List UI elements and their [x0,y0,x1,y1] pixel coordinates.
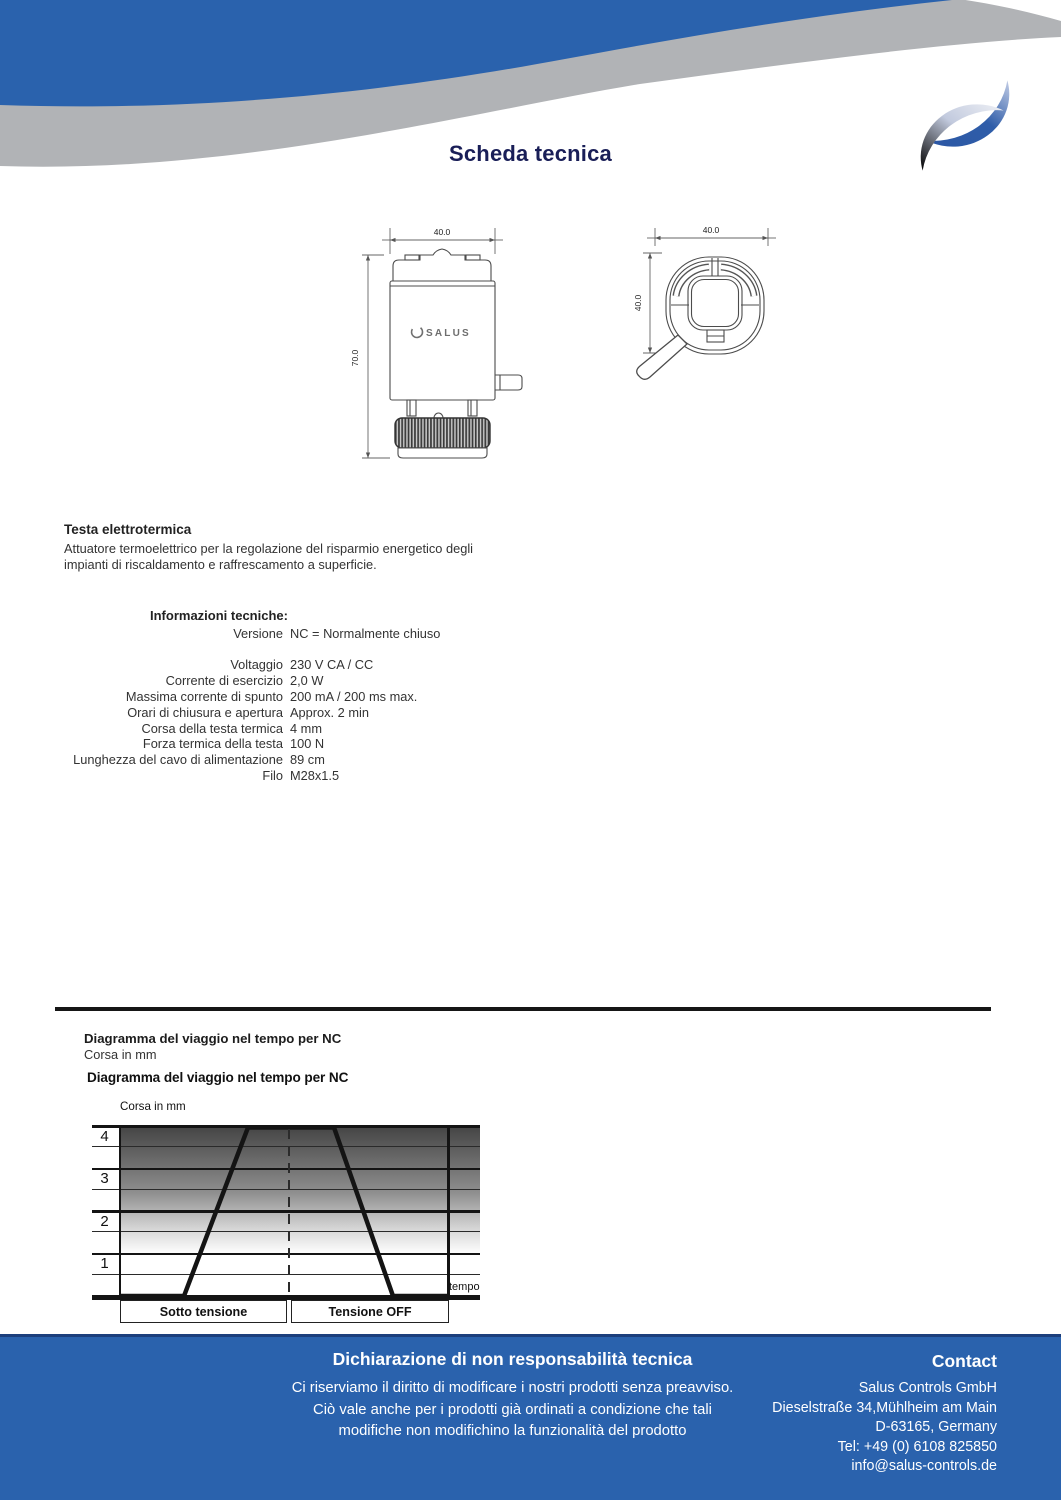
valve-adapter-outer [688,276,742,330]
spec-row-filo [64,768,624,784]
knurled-ring [395,418,490,448]
top-width-dim-label: 40.0 [702,225,720,235]
spec-label: Massima corrente di spunto [125,688,283,704]
product-description-line2: impianti di riscaldamento e raffrescamento a superficie. [64,556,377,572]
disclaimer-line1: Ci riserviamo il diritto di modificare i nostri prodotti senza preavviso. [291,1380,734,1396]
top-height-dim-label: 40.0 [633,294,643,312]
spec-row-forza [64,736,624,752]
spec-label: Orari di chiusura e apertura [127,704,283,720]
spec-value: NC = Normalmente chiuso [290,626,441,641]
chart-title: Diagramma del viaggio nel tempo per NC [87,1070,349,1085]
phase2-label: Tensione OFF [328,1304,412,1319]
spec-row-corsa [64,721,624,737]
spec-value: 100 N [290,736,325,752]
disclaimer-block [240,1349,785,1443]
spec-value: 200 mA / 200 ms max. [290,688,418,704]
disclaimer-line2: Ciò vale anche per i prodotti già ordinati a condizione che tali [313,1401,712,1418]
diagram-heading: Diagramma del viaggio nel tempo per NC [84,1031,342,1046]
spec-label: Corrente di esercizio [165,672,283,688]
center-nub [434,413,443,418]
front-view-drawing [350,227,522,458]
product-description-line1: Attuatore termoelettrico per la regolazione del risparmio energetico degli [64,541,474,556]
specs-heading: Informazioni tecniche: [150,608,288,623]
specs-table [64,626,624,784]
page-title: Scheda tecnica [449,141,612,166]
spec-value: 89 cm [290,752,325,768]
spec-label: Filo [262,768,283,784]
disclaimer-title: Dichiarazione di non responsabilità tecnica [332,1349,693,1369]
disclaimer-line3: modifiche non modifichino la funzionalità del prodotto [338,1423,687,1439]
actuator-cap [393,249,491,281]
y-tick-1: 1 [100,1255,109,1272]
side-pin [495,375,522,390]
spec-row-orari [64,705,624,721]
chart-x-axis-label: tempo [449,1281,480,1293]
actuator-body [390,281,495,400]
contact-city: D-63165, Germany [875,1419,997,1436]
salus-brand-mark [409,324,471,339]
spec-row-voltaggio [64,657,624,673]
spec-row-cavo [64,752,624,768]
power-cable [637,335,687,379]
contact-title: Contact [931,1351,997,1371]
right-leg [468,400,477,416]
section-divider [55,1007,991,1011]
front-view-brand-text: SALUS [426,328,471,339]
top-view-drawing [633,225,776,379]
front-height-dim-label: 70.0 [350,349,360,367]
product-description [64,541,473,573]
salus-swirl-logo-icon [885,58,1045,193]
spec-label: Versione [233,626,283,641]
diagram-subheading: Corsa in mm [84,1047,157,1062]
spec-row-corrente [64,673,624,689]
valve-adapter-inner [692,280,739,327]
footer [0,1334,1061,1500]
spec-value: M28x1.5 [290,768,340,784]
contact-company: Salus Controls GmbH [858,1380,997,1396]
phase-box-voltage-off [291,1300,449,1323]
spec-label: Lunghezza del cavo di alimentazione [73,752,283,768]
contact-phone: Tel: +49 (0) 6108 825850 [837,1438,997,1455]
spec-value: Approx. 2 min [290,704,369,720]
travel-curve [121,1128,448,1297]
spec-value: 230 V CA / CC [290,656,374,672]
phase-box-under-voltage [120,1300,287,1323]
y-tick-3: 3 [100,1170,109,1187]
spec-row-spunto [64,689,624,705]
top-height-dimension [643,253,662,353]
base-flange [398,448,487,458]
y-tick-2: 2 [100,1213,109,1230]
product-heading: Testa elettrotermica [64,522,192,537]
technical-drawings [330,210,810,480]
front-height-dimension [362,255,390,458]
phase1-label: Sotto tensione [159,1304,248,1319]
travel-curve-graphic [121,1125,481,1301]
contact-block [772,1351,997,1477]
left-leg [407,400,416,416]
chart-y-axis-label: Corsa in mm [120,1100,186,1113]
spec-row-versione [64,626,624,642]
travel-time-chart [92,1125,480,1301]
y-tick-4: 4 [100,1128,109,1145]
spec-value: 2,0 W [290,672,324,688]
contact-email: info@salus-controls.de [851,1458,997,1475]
spec-label: Corsa della testa termica [141,720,283,736]
spec-value: 4 mm [290,720,322,736]
spec-label: Voltaggio [230,656,283,672]
spec-label: Forza termica della testa [142,736,283,752]
front-width-dim-label: 40.0 [433,227,451,237]
contact-street: Dieselstraße 34,Mühlheim am Main [772,1399,997,1416]
